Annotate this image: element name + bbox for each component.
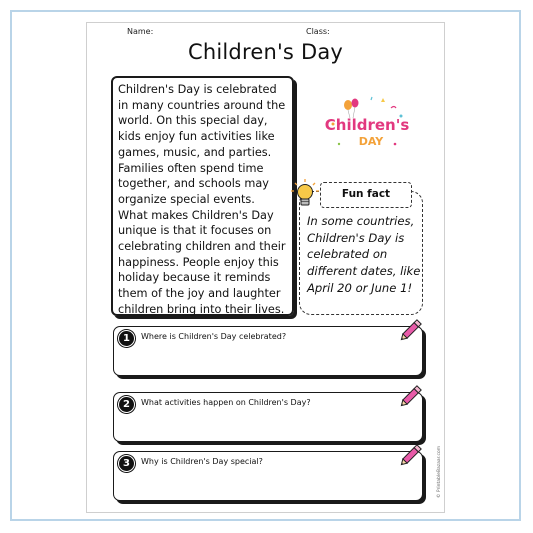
question-number: 1 (118, 330, 135, 347)
question-number: 3 (118, 455, 135, 472)
question-number: 2 (118, 396, 135, 413)
childrens-day-logo (325, 94, 409, 156)
pencil-icon (399, 382, 425, 408)
logo-text-line2: DAY (358, 135, 384, 148)
pencil-icon (399, 316, 425, 342)
question-box-2[interactable] (113, 392, 423, 442)
page-title: Children's Day (187, 40, 344, 64)
pencil-icon (399, 441, 425, 467)
site-credit: © PrintableBazaar.com (437, 445, 442, 498)
question-box-1[interactable] (113, 326, 423, 376)
class-label: Class: (306, 27, 330, 36)
question-box-3[interactable] (113, 451, 423, 501)
fun-fact-label: Fun fact (320, 182, 412, 208)
question-text: Where is Children's Day celebrated? (141, 332, 287, 341)
question-text: What activities happen on Children's Day? (141, 398, 311, 407)
reading-passage: Children's Day is celebrated in many countries around the world. On this special day, kids enjoy fun activities like games, music, and parties. Families often spend time together, and schools may organize special events. What makes Children's Day unique is that it focuses on celebrating children and their happiness. People enjoy this holiday because it reminds them of the joy and laughter children bring into their lives. (111, 76, 294, 316)
name-label: Name: (127, 27, 154, 36)
fun-fact-text: In some countries, Children's Day is celebrated on different dates, like April 20 or June 1! (307, 214, 421, 295)
lightbulb-icon (290, 178, 320, 210)
logo-text-line1: Children's (325, 116, 409, 134)
question-text: Why is Children's Day special? (141, 457, 263, 466)
